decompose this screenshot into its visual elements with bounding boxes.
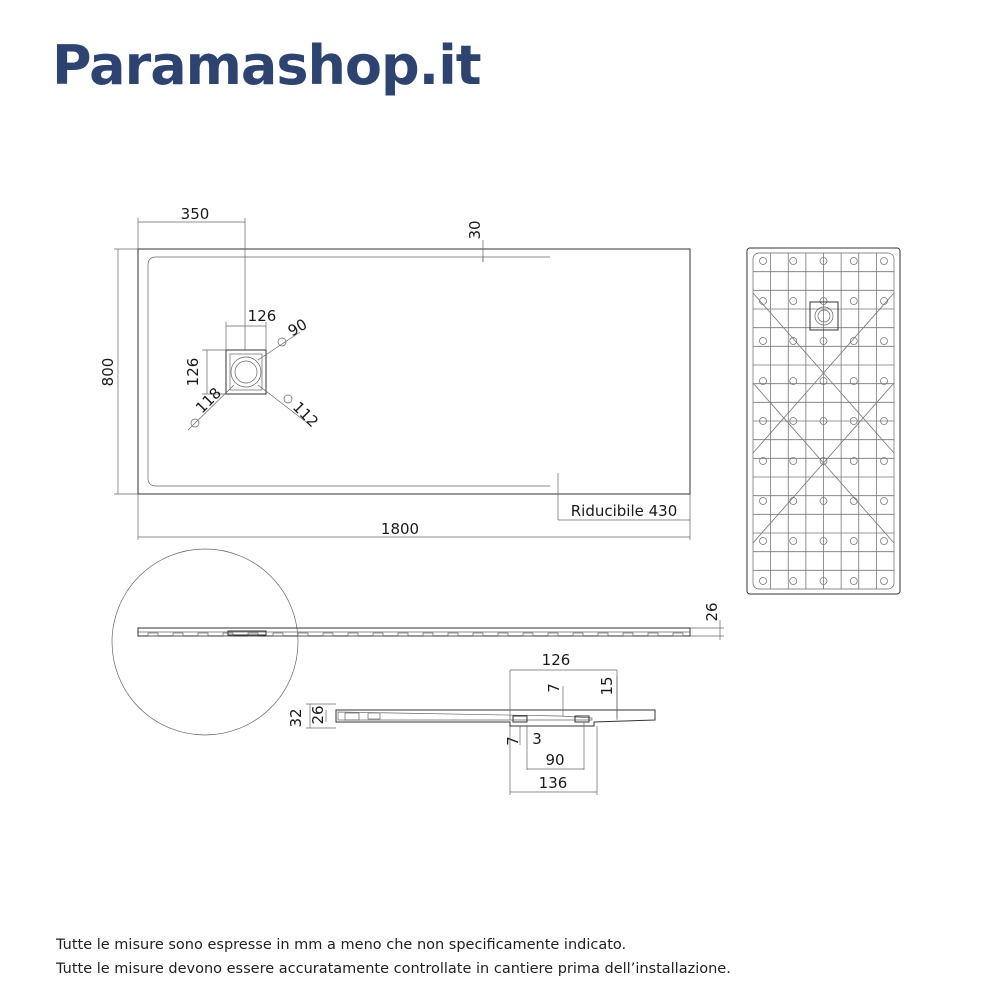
dim-126-v-label: 126 (184, 357, 202, 387)
tray-outline (138, 249, 690, 494)
dim-7-top-label: 7 (545, 683, 563, 693)
note-line-2: Tutte le misure devono essere accuratamente controllate in cantiere prima dell’installazione. (56, 961, 731, 977)
detail-section (287, 651, 655, 795)
dim-136-label: 136 (538, 774, 568, 792)
dim-126-h-label: 126 (247, 307, 277, 325)
dim-90-label: 90 (545, 751, 565, 769)
dim-32-label: 32 (287, 708, 305, 728)
dim-3-label: 3 (532, 730, 542, 748)
dim-26-side-label: 26 (703, 602, 721, 622)
grid-drain (810, 302, 838, 330)
dim-800-label: 800 (99, 357, 117, 387)
underside-grid-view (747, 248, 900, 594)
dim-15-label: 15 (598, 676, 616, 696)
notes (56, 933, 731, 981)
dim-dia-112-label: 112 (289, 397, 323, 431)
top-view (99, 205, 690, 540)
dim-dia-118-label: 118 (191, 383, 225, 417)
dim-350-label: 350 (180, 205, 210, 223)
dim-7-bottom-label: 7 (504, 736, 522, 746)
dim-dia-90-label: 90 (284, 315, 311, 341)
detail-magnifier-circle (112, 549, 298, 735)
reducible-label: Riducibile 430 (570, 502, 678, 520)
dim-126-detail-label: 126 (541, 651, 571, 669)
dim-30-label: 30 (466, 220, 484, 240)
note-line-1: Tutte le misure sono espresse in mm a meno che non specificamente indicato. (56, 937, 627, 953)
grid-ribs (753, 253, 894, 589)
dim-26-detail-label: 26 (309, 705, 327, 725)
brand-logo: Paramashop.it (52, 34, 481, 97)
dim-1800-label: 1800 (380, 520, 420, 538)
tray-inner-outline (148, 257, 550, 486)
side-view (112, 549, 724, 735)
